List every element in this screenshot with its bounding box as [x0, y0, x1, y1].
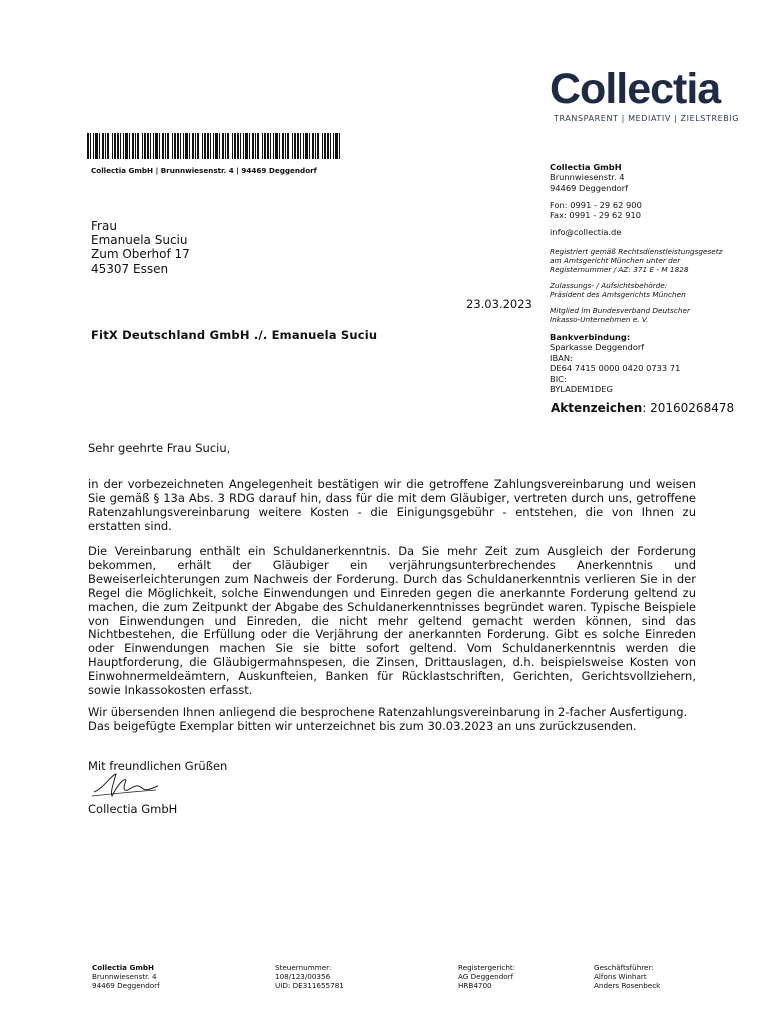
- recipient-city: 45307 Essen: [91, 261, 169, 276]
- sidebar-street: Brunnwiesenstr. 4: [550, 172, 625, 183]
- sidebar-bank-details: [550, 332, 680, 394]
- file-reference-value: 20160268478: [650, 401, 735, 415]
- letter-subject: FitX Deutschland GmbH ./. Emanuela Suciu: [91, 328, 378, 342]
- recipient-salutation: Frau: [91, 219, 117, 233]
- recipient-street: Zum Oberhof 17: [91, 247, 190, 262]
- letter-greeting: Sehr geehrte Frau Suciu,: [88, 441, 231, 455]
- footer-register: Registergericht: AG Deggendorf HRB4700: [458, 963, 516, 990]
- recipient-address: [91, 219, 190, 276]
- iban-label: IBAN:: [550, 352, 573, 363]
- letter-closing: Mit freundlichen Grüßen: [88, 759, 228, 773]
- iban-value: DE64 7415 0000 0420 0733 71: [550, 363, 681, 374]
- footer-management: Geschäftsführer: Alfons Winhart Anders Rosenbeck: [594, 963, 661, 990]
- file-reference-separator: :: [642, 401, 651, 415]
- letter-date: 23.03.2023: [466, 297, 532, 311]
- sidebar-company-address: [550, 162, 628, 193]
- sidebar-fax: Fax: 0991 - 29 62 910: [550, 210, 642, 221]
- file-reference-label: Aktenzeichen: [551, 401, 643, 415]
- signature-image: [90, 770, 160, 804]
- bank-label: Bankverbindung:: [550, 332, 631, 342]
- bic-label: BIC:: [550, 373, 567, 384]
- sidebar-registration: Registriert gemäß Rechtsdienstleistungsgesetz am Amtsgericht München unter der Registernummer / AZ: 371 E - M 1828: [550, 247, 723, 274]
- barcode-image: [87, 133, 341, 159]
- sidebar-membership: Mitglied im Bundesverband Deutscher Inkasso-Unternehmen e. V.: [550, 306, 690, 324]
- letter-paragraph-1: in der vorbezeichneten Angelegenheit bestätigen wir die getroffene Zahlungsvereinbarung und weisen Sie gemäß § 13a Abs. 3 RDG darauf hin, dass für die mit dem Gläubiger, vertreten durch uns, getroffene Ratenzahlungsvereinbarung weitere Kosten - die Einigungsgebühr - entstehen, die von Ihnen zu erstatten sind.: [88, 477, 696, 533]
- sidebar-email: info@collectia.de: [550, 227, 622, 237]
- collectia-logo: Collectia: [550, 65, 721, 113]
- footer-company: Collectia GmbH Brunnwiesenstr. 4 94469 Deggendorf: [92, 963, 160, 990]
- logo-tagline: TRANSPARENT | MEDIATIV | ZIELSTREBIG: [554, 114, 740, 123]
- file-reference: [551, 401, 734, 415]
- letter-paragraph-2: Die Vereinbarung enthält ein Schuldanerkenntnis. Da Sie mehr Zeit zum Ausgleich der Forderung bekommen, erhält der Gläubiger ein verjährungsunterbrechendes Anerkenntnis und Beweiserleichterungen zum Nachweis der Forderung. Durch das Schuldanerkenntnis verlieren Sie in der Regel die Möglichkeit, solche Einwendungen und Einreden gegen die anerkannte Forderung geltend zu machen, die zum Zeitpunkt der Abgabe des Schuldanerkenntnisses begründet waren. Typische Beispiele von Einwendungen und Einreden, die nicht mehr geltend gemacht werden können, sind das Nichtbestehen, die Erfüllung oder die Verjährung der anerkannten Forderung. Gibt es solche Einreden oder Einwendungen machen Sie sie bitte sofort geltend. Vom Schuldanerkenntnis werden die Hauptforderung, die Gläubigermahnspesen, die Zinsen, Drittauslagen, d.h. beispielsweise Kosten von Einwohnermeldeämtern, Auskunfteien, Banken für Rücklastschriften, Gerichten, Gerichtsvollziehern, sowie Inkassokosten erfasst.: [88, 544, 696, 698]
- recipient-name: Emanuela Suciu: [91, 233, 188, 248]
- footer-tax: Steuernummer: 108/123/00356 UID: DE311655781: [275, 963, 344, 990]
- sidebar-contact: [550, 200, 642, 221]
- bic-value: BYLADEM1DEG: [550, 384, 613, 395]
- signature-company: Collectia GmbH: [88, 802, 178, 816]
- sidebar-company-name: Collectia GmbH: [550, 162, 622, 172]
- letter-paragraph-3: Wir übersenden Ihnen anliegend die besprochene Ratenzahlungsvereinbarung in 2-facher Ausfertigung. Das beigefügte Exemplar bitten wir unterzeichnet bis zum 30.03.2023 an uns zurückzusenden.: [88, 705, 688, 733]
- sidebar-authority: Zulassungs- / Aufsichtsbehörde: Präsident des Amtsgerichts München: [550, 281, 686, 299]
- sidebar-phone: Fon: 0991 - 29 62 900: [550, 200, 642, 210]
- bank-name: Sparkasse Deggendorf: [550, 342, 645, 353]
- sender-return-address: Collectia GmbH | Brunnwiesenstr. 4 | 94469 Deggendorf: [91, 166, 317, 175]
- sidebar-city: 94469 Deggendorf: [550, 182, 629, 193]
